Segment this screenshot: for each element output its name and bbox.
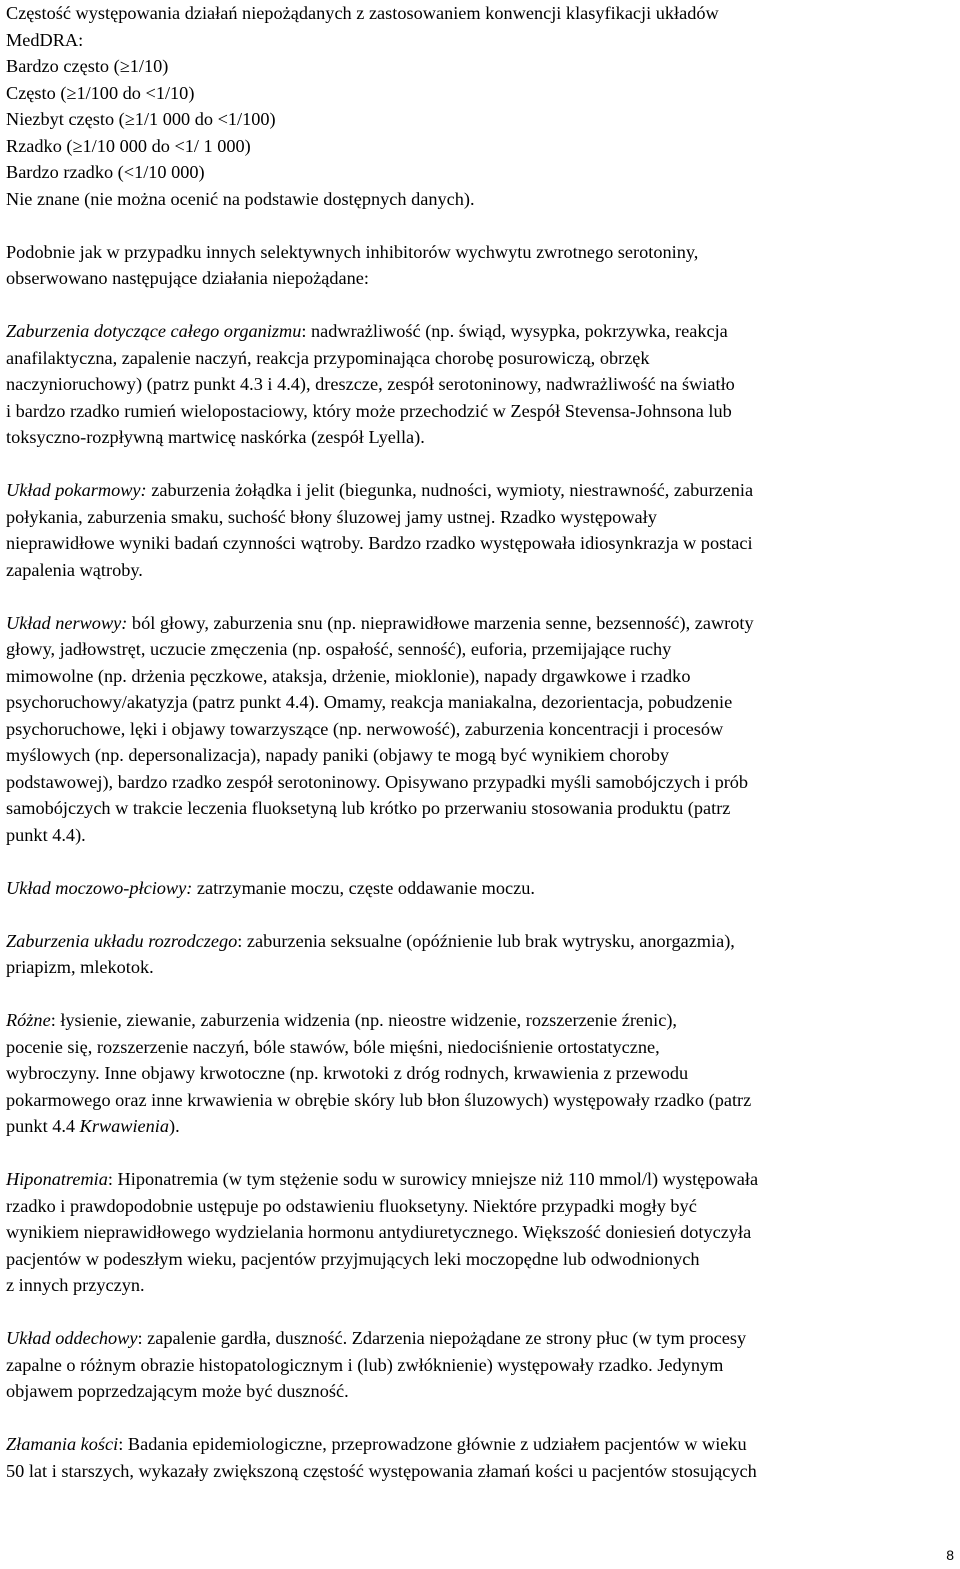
paragraph-line: 50 lat i starszych, wykazały zwiększoną częstość występowania złamań kości u pacjentów stosujących (6, 1460, 757, 1481)
section-term: Hiponatremia (6, 1169, 108, 1189)
hyponatremia-section (6, 1166, 956, 1299)
frequency-line: Nie znane (nie można ocenić na podstawie dostępnych danych). (6, 188, 475, 209)
paragraph-text: : zapalenie gardła, duszność. Zdarzenia niepożądane ze strony płuc (w tym procesy (137, 1328, 747, 1348)
paragraph-text: : Hiponatremia (w tym stężenie sodu w surowicy mniejsze niż 110 mmol/l) występowała (107, 1169, 759, 1189)
paragraph-text: : łysienie, ziewanie, zaburzenia widzenia (np. nieostre widzenie, rozszerzenie źrenic), (50, 1010, 678, 1030)
paragraph-text: ból głowy, zaburzenia snu (np. nieprawidłowe marzenia senne, bezsenność), zawroty (127, 612, 754, 633)
paragraph-text: : zaburzenia seksualne (opóźnienie lub brak wytrysku, anorgazmia), (237, 930, 735, 951)
paragraph-line: obserwowano następujące działania niepożądane: (6, 268, 369, 288)
paragraph-line (6, 477, 956, 504)
paragraph-line: rzadko i prawdopodobnie ustępuje po odstawieniu fluoksetyny. Niektóre przypadki mogły być (6, 1195, 697, 1216)
paragraph-line (6, 610, 956, 637)
paragraph-line: wynikiem nieprawidłowego wydzielania hormonu antydiuretycznego. Większość doniesień dotyczyła (6, 1222, 752, 1242)
section-term: Zaburzenia układu rozrodczego (6, 930, 238, 951)
paragraph-line: głowy, jadłowstręt, uczucie zmęczenia (np. ospałość, senność), euforia, przemijające ruchy (6, 639, 672, 659)
paragraph-line: toksyczno-rozpływną martwicę naskórka (zespół Lyella). (6, 427, 425, 447)
paragraph-line: zapalne o różnym obrazie histopatologicznym i (lub) zwłóknienie) występowały rzadko. Jedynym (6, 1354, 724, 1375)
paragraph-line: połykania, zaburzenia smaku, suchość błony śluzowej jamy ustnej. Rzadko występowały (6, 506, 657, 527)
frequency-section (6, 0, 956, 212)
document-body (6, 0, 956, 1511)
ssri-intro-section (6, 239, 956, 292)
section-term: Złamania kości (6, 1434, 119, 1454)
paragraph-line: psychoruchowe, lęki i objawy towarzyszące (np. nerwowość), zaburzenia koncentracji i procesów (6, 718, 724, 739)
paragraph-line: pacjentów w podeszłym wieku, pacjentów przyjmujących leki moczopędne lub odwodnionych (6, 1248, 700, 1269)
paragraph-text: : Badania epidemiologiczne, przeprowadzone głównie z udziałem pacjentów w wieku (118, 1434, 747, 1454)
paragraph-line: psychoruchowy/akatyzja (patrz punkt 4.4). Omamy, reakcja maniakalna, dezorientacja, pobudzenie (6, 692, 733, 712)
digestive-section (6, 477, 956, 583)
paragraph-line (6, 1431, 956, 1458)
paragraph-line (6, 1166, 956, 1193)
reproductive-section (6, 928, 956, 981)
section-term: Różne (6, 1010, 51, 1030)
paragraph-line: mimowolne (np. drżenia pęczkowe, ataksja, drżenie, mioklonie), napady drgawkowe i rzadko (6, 665, 691, 686)
frequency-line: Niezbyt często (≥1/1 000 do <1/100) (6, 109, 276, 129)
frequency-line: Rzadko (≥1/10 000 do <1/ 1 000) (6, 135, 251, 156)
respiratory-section (6, 1325, 956, 1405)
paragraph-text: : nadwrażliwość (np. świąd, wysypka, pokrzywka, reakcja (301, 321, 728, 341)
page-number: 8 (946, 1547, 954, 1563)
paragraph-line: myślowych (np. depersonalizacja), napady paniki (objawy te mogą być wynikiem choroby (6, 745, 670, 765)
paragraph-line (6, 1007, 956, 1034)
urogenital-section (6, 875, 956, 902)
section-term: Zaburzenia dotyczące całego organizmu (6, 321, 302, 341)
paragraph-text: zaburzenia żołądka i jelit (biegunka, nudności, wymioty, niestrawność, zaburzenia (146, 480, 754, 500)
general-disorders-section (6, 318, 956, 451)
paragraph-line: z innych przyczyn. (6, 1275, 145, 1295)
fractures-section (6, 1431, 956, 1484)
paragraph-line: punkt 4.4). (6, 824, 86, 845)
paragraph-line: naczynioruchowy) (patrz punkt 4.3 i 4.4), dreszcze, zespół serotoninowy, nadwrażliwość na światło (6, 374, 735, 394)
paragraph-line: objawem poprzedzającym może być duszność. (6, 1381, 349, 1401)
section-term: Układ pokarmowy: (6, 480, 147, 500)
paragraph-line: pocenie się, rozszerzenie naczyń, bóle stawów, bóle mięśni, niedociśnienie ortostatyczne, (6, 1036, 660, 1057)
paragraph-line: Podobnie jak w przypadku innych selektywnych inhibitorów wychwytu zwrotnego serotoniny, (6, 241, 699, 262)
other-section (6, 1007, 956, 1140)
paragraph-line (6, 928, 956, 955)
paragraph-line (6, 318, 956, 345)
paragraph-text: punkt 4.4 (6, 1116, 80, 1136)
section-term: Układ nerwowy: (6, 612, 128, 633)
section-term: Układ moczowo-płciowy: (6, 877, 193, 898)
frequency-line: Często (≥1/100 do <1/10) (6, 82, 195, 103)
paragraph-line: podstawowej), bardzo rzadko zespół serotoninowy. Opisywano przypadki myśli samobójczych i prób (6, 771, 749, 792)
paragraph-line: wybroczyny. Inne objawy krwotoczne (np. krwotoki z dróg rodnych, krwawienia z przewodu (6, 1063, 689, 1083)
cross-reference: Krwawienia (79, 1116, 170, 1136)
frequency-line: MedDRA: (6, 29, 84, 50)
frequency-line: Częstość występowania działań niepożądanych z zastosowaniem konwencji klasyfikacji układów (6, 3, 719, 23)
nervous-section (6, 610, 956, 849)
frequency-line: Bardzo często (≥1/10) (6, 56, 169, 76)
paragraph-line (6, 1113, 956, 1140)
paragraph-line: samobójczych w trakcie leczenia fluoksetyną lub krótko po przerwaniu stosowania produktu (patrz (6, 798, 731, 818)
paragraph-line (6, 1325, 956, 1352)
paragraph-line: priapizm, mlekotok. (6, 957, 154, 977)
paragraph-line: zapalenia wątroby. (6, 559, 143, 580)
paragraph-text: ). (169, 1116, 180, 1136)
paragraph-line: i bardzo rzadko rumień wielopostaciowy, który może przechodzić w Zespół Stevensa-Johnsona lub (6, 400, 732, 421)
paragraph-line (6, 875, 956, 902)
paragraph-line: anafilaktyczna, zapalenie naczyń, reakcja przypominająca chorobę posurowiczą, obrzęk (6, 347, 650, 368)
section-term: Układ oddechowy (6, 1328, 138, 1348)
paragraph-line: nieprawidłowe wyniki badań czynności wątroby. Bardzo rzadko występowała idiosynkrazja w postaci (6, 533, 753, 553)
paragraph-text: zatrzymanie moczu, częste oddawanie moczu. (192, 877, 535, 898)
frequency-line: Bardzo rzadko (<1/10 000) (6, 162, 205, 182)
paragraph-line: pokarmowego oraz inne krwawienia w obrębie skóry lub błon śluzowych) występowały rzadko (patrz (6, 1089, 752, 1110)
